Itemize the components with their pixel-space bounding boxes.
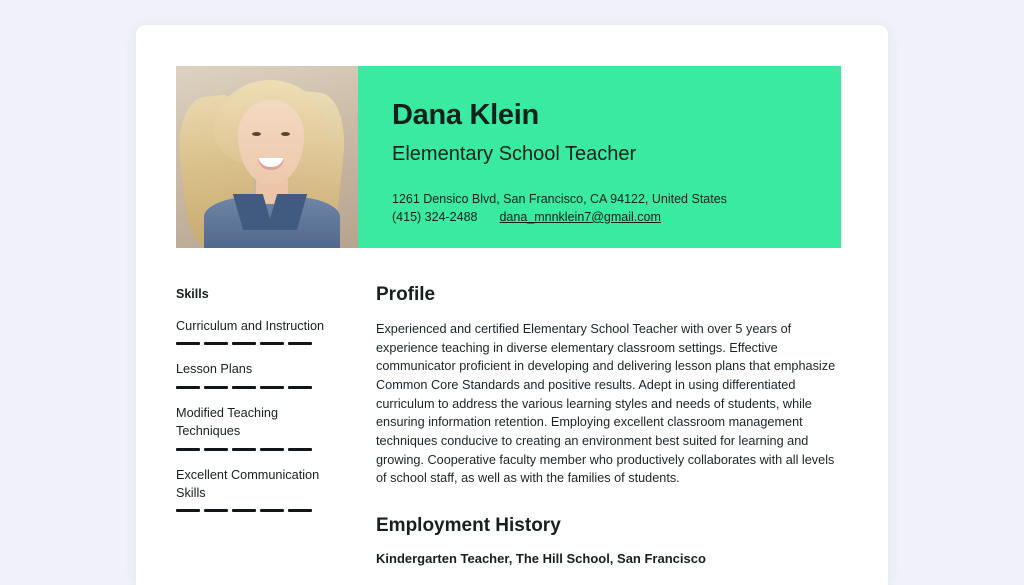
employment-section (376, 515, 841, 566)
skill-label: Excellent Communication Skills (176, 467, 320, 501)
contact-phone: (415) 324-2488 (392, 209, 478, 224)
skill-level-bar (176, 509, 336, 512)
skill-level-bar (176, 386, 336, 389)
skill-level-bar (176, 448, 336, 451)
employment-entry-heading: Kindergarten Teacher, The Hill School, San Francisco (376, 551, 706, 567)
resume-document (136, 25, 888, 585)
contact-email-link[interactable]: dana_mnnklein7@gmail.com (499, 209, 661, 224)
profile-section-title: Profile (376, 284, 436, 305)
skill-item (176, 317, 336, 345)
portrait-photo (176, 66, 358, 248)
skill-label: Lesson Plans (176, 362, 253, 377)
skill-item (176, 466, 336, 513)
photo-eye-right (281, 132, 290, 136)
photo-eye-left (252, 132, 261, 136)
resume-header (176, 66, 841, 248)
skills-column (176, 270, 336, 566)
profile-text: Experienced and certified Elementary School Teacher with over 5 years of experience teaching in diverse elementary classroom settings. Effective communicator proficient in developing and delivering lesson plans that emphasize Common Core Standards and positive results. Adept in using differentiated curriculum to address the various learning styles and needs of students, while ensuring information retention. Employing excellent classroom management techniques conducive to creating an environment best suited for learning and growing. Cooperative faculty member who productively collaborates with all levels of school staff, as well as with the families of students. (376, 322, 836, 486)
main-column (376, 270, 841, 566)
skill-item (176, 360, 336, 388)
page-title: Dana Klein (392, 99, 539, 131)
skill-item (176, 404, 336, 451)
resume-body (176, 270, 841, 566)
contact-address: 1261 Densico Blvd, San Francisco, CA 94122, United States (392, 191, 727, 206)
skill-label: Modified Teaching Techniques (176, 405, 279, 439)
contact-block (392, 190, 727, 226)
employment-section-title: Employment History (376, 515, 561, 537)
job-title: Elementary School Teacher (392, 142, 637, 165)
skill-label: Curriculum and Instruction (176, 319, 325, 333)
skills-heading: Skills (176, 287, 209, 301)
header-banner (358, 66, 841, 248)
skill-level-bar (176, 342, 336, 345)
